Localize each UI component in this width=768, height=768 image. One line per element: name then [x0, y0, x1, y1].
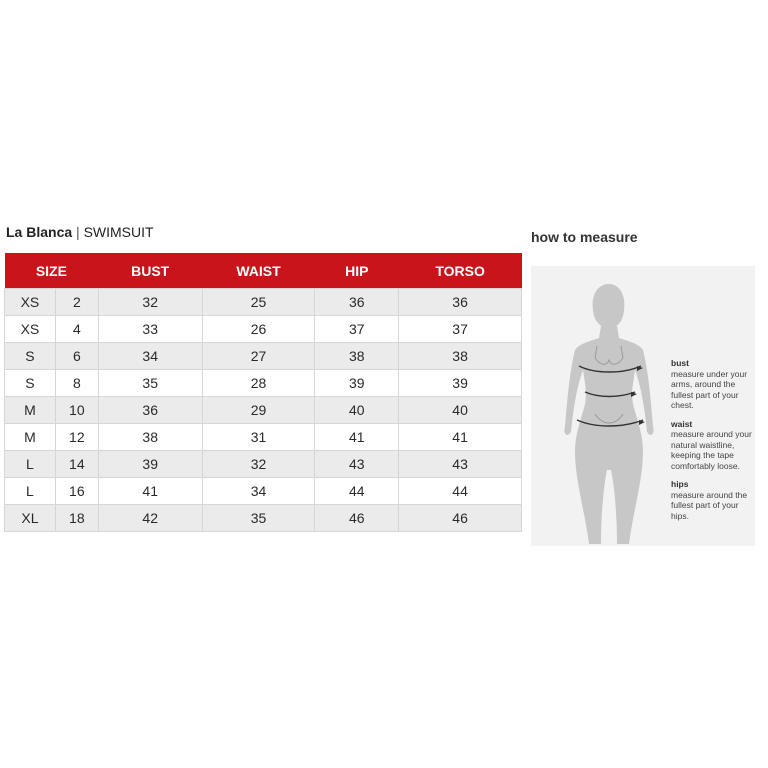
cell-hip: 46: [315, 505, 399, 532]
cell-torso: 39: [399, 370, 522, 397]
brand-name: La Blanca: [6, 224, 73, 240]
cell-hip: 40: [315, 397, 399, 424]
table-row: [5, 505, 522, 532]
cell-waist: 32: [202, 451, 315, 478]
cell-torso: 36: [399, 289, 522, 316]
cell-torso: 41: [399, 424, 522, 451]
table-row: [5, 478, 522, 505]
how-to-measure-title: how to measure: [531, 229, 638, 245]
title-separator: |: [76, 224, 80, 240]
cell-bust: 36: [98, 397, 202, 424]
cell-size-number: 8: [55, 370, 98, 397]
header-hip: HIP: [315, 253, 399, 289]
cell-size-number: 18: [55, 505, 98, 532]
cell-bust: 38: [98, 424, 202, 451]
cell-size-number: 14: [55, 451, 98, 478]
table-row: [5, 451, 522, 478]
cell-bust: 35: [98, 370, 202, 397]
cell-size: XS: [5, 316, 56, 343]
cell-bust: 42: [98, 505, 202, 532]
cell-bust: 33: [98, 316, 202, 343]
measure-illustration-panel: [531, 266, 755, 546]
cell-waist: 34: [202, 478, 315, 505]
cell-torso: 38: [399, 343, 522, 370]
cell-waist: 35: [202, 505, 315, 532]
table-row: [5, 343, 522, 370]
size-chart-table: [4, 253, 522, 532]
header-waist: WAIST: [202, 253, 315, 289]
cell-hip: 43: [315, 451, 399, 478]
cell-waist: 26: [202, 316, 315, 343]
cell-torso: 40: [399, 397, 522, 424]
cell-size-number: 10: [55, 397, 98, 424]
cell-hip: 36: [315, 289, 399, 316]
chart-title: [6, 224, 154, 240]
table-row: [5, 289, 522, 316]
hips-instruction: measure around the fullest part of your hips.: [671, 489, 748, 521]
cell-hip: 39: [315, 370, 399, 397]
cell-size: L: [5, 451, 56, 478]
cell-torso: 43: [399, 451, 522, 478]
table-row: [5, 370, 522, 397]
cell-size: L: [5, 478, 56, 505]
cell-torso: 46: [399, 505, 522, 532]
cell-size-number: 16: [55, 478, 98, 505]
cell-waist: 25: [202, 289, 315, 316]
table-row: [5, 316, 522, 343]
cell-size: XL: [5, 505, 56, 532]
cell-size: S: [5, 343, 56, 370]
header-torso: TORSO: [399, 253, 522, 289]
cell-waist: 28: [202, 370, 315, 397]
cell-bust: 34: [98, 343, 202, 370]
cell-bust: 32: [98, 289, 202, 316]
bust-instruction: measure under your arms, around the fullest part of your chest.: [671, 368, 748, 410]
waist-instruction: measure around your natural waistline, keeping the tape comfortably loose.: [671, 429, 752, 471]
body-silhouette-illustration: [549, 274, 659, 544]
cell-size-number: 2: [55, 289, 98, 316]
bust-label: bust: [671, 358, 689, 368]
cell-size: XS: [5, 289, 56, 316]
cell-waist: 29: [202, 397, 315, 424]
cell-size-number: 4: [55, 316, 98, 343]
cell-waist: 31: [202, 424, 315, 451]
cell-torso: 37: [399, 316, 522, 343]
cell-bust: 39: [98, 451, 202, 478]
cell-size: S: [5, 370, 56, 397]
table-row: [5, 397, 522, 424]
cell-size-number: 6: [55, 343, 98, 370]
cell-hip: 38: [315, 343, 399, 370]
table-header-row: [5, 253, 522, 289]
cell-hip: 37: [315, 316, 399, 343]
cell-bust: 41: [98, 478, 202, 505]
header-bust: BUST: [98, 253, 202, 289]
header-size: SIZE: [5, 253, 99, 289]
table-row: [5, 424, 522, 451]
hips-label: hips: [671, 479, 689, 489]
waist-label: waist: [671, 418, 693, 429]
cell-size-number: 12: [55, 424, 98, 451]
cell-size: M: [5, 424, 56, 451]
cell-waist: 27: [202, 343, 315, 370]
cell-hip: 41: [315, 424, 399, 451]
cell-size: M: [5, 397, 56, 424]
cell-hip: 44: [315, 478, 399, 505]
measure-instructions: [671, 358, 753, 521]
cell-torso: 44: [399, 478, 522, 505]
product-category: SWIMSUIT: [83, 224, 154, 240]
